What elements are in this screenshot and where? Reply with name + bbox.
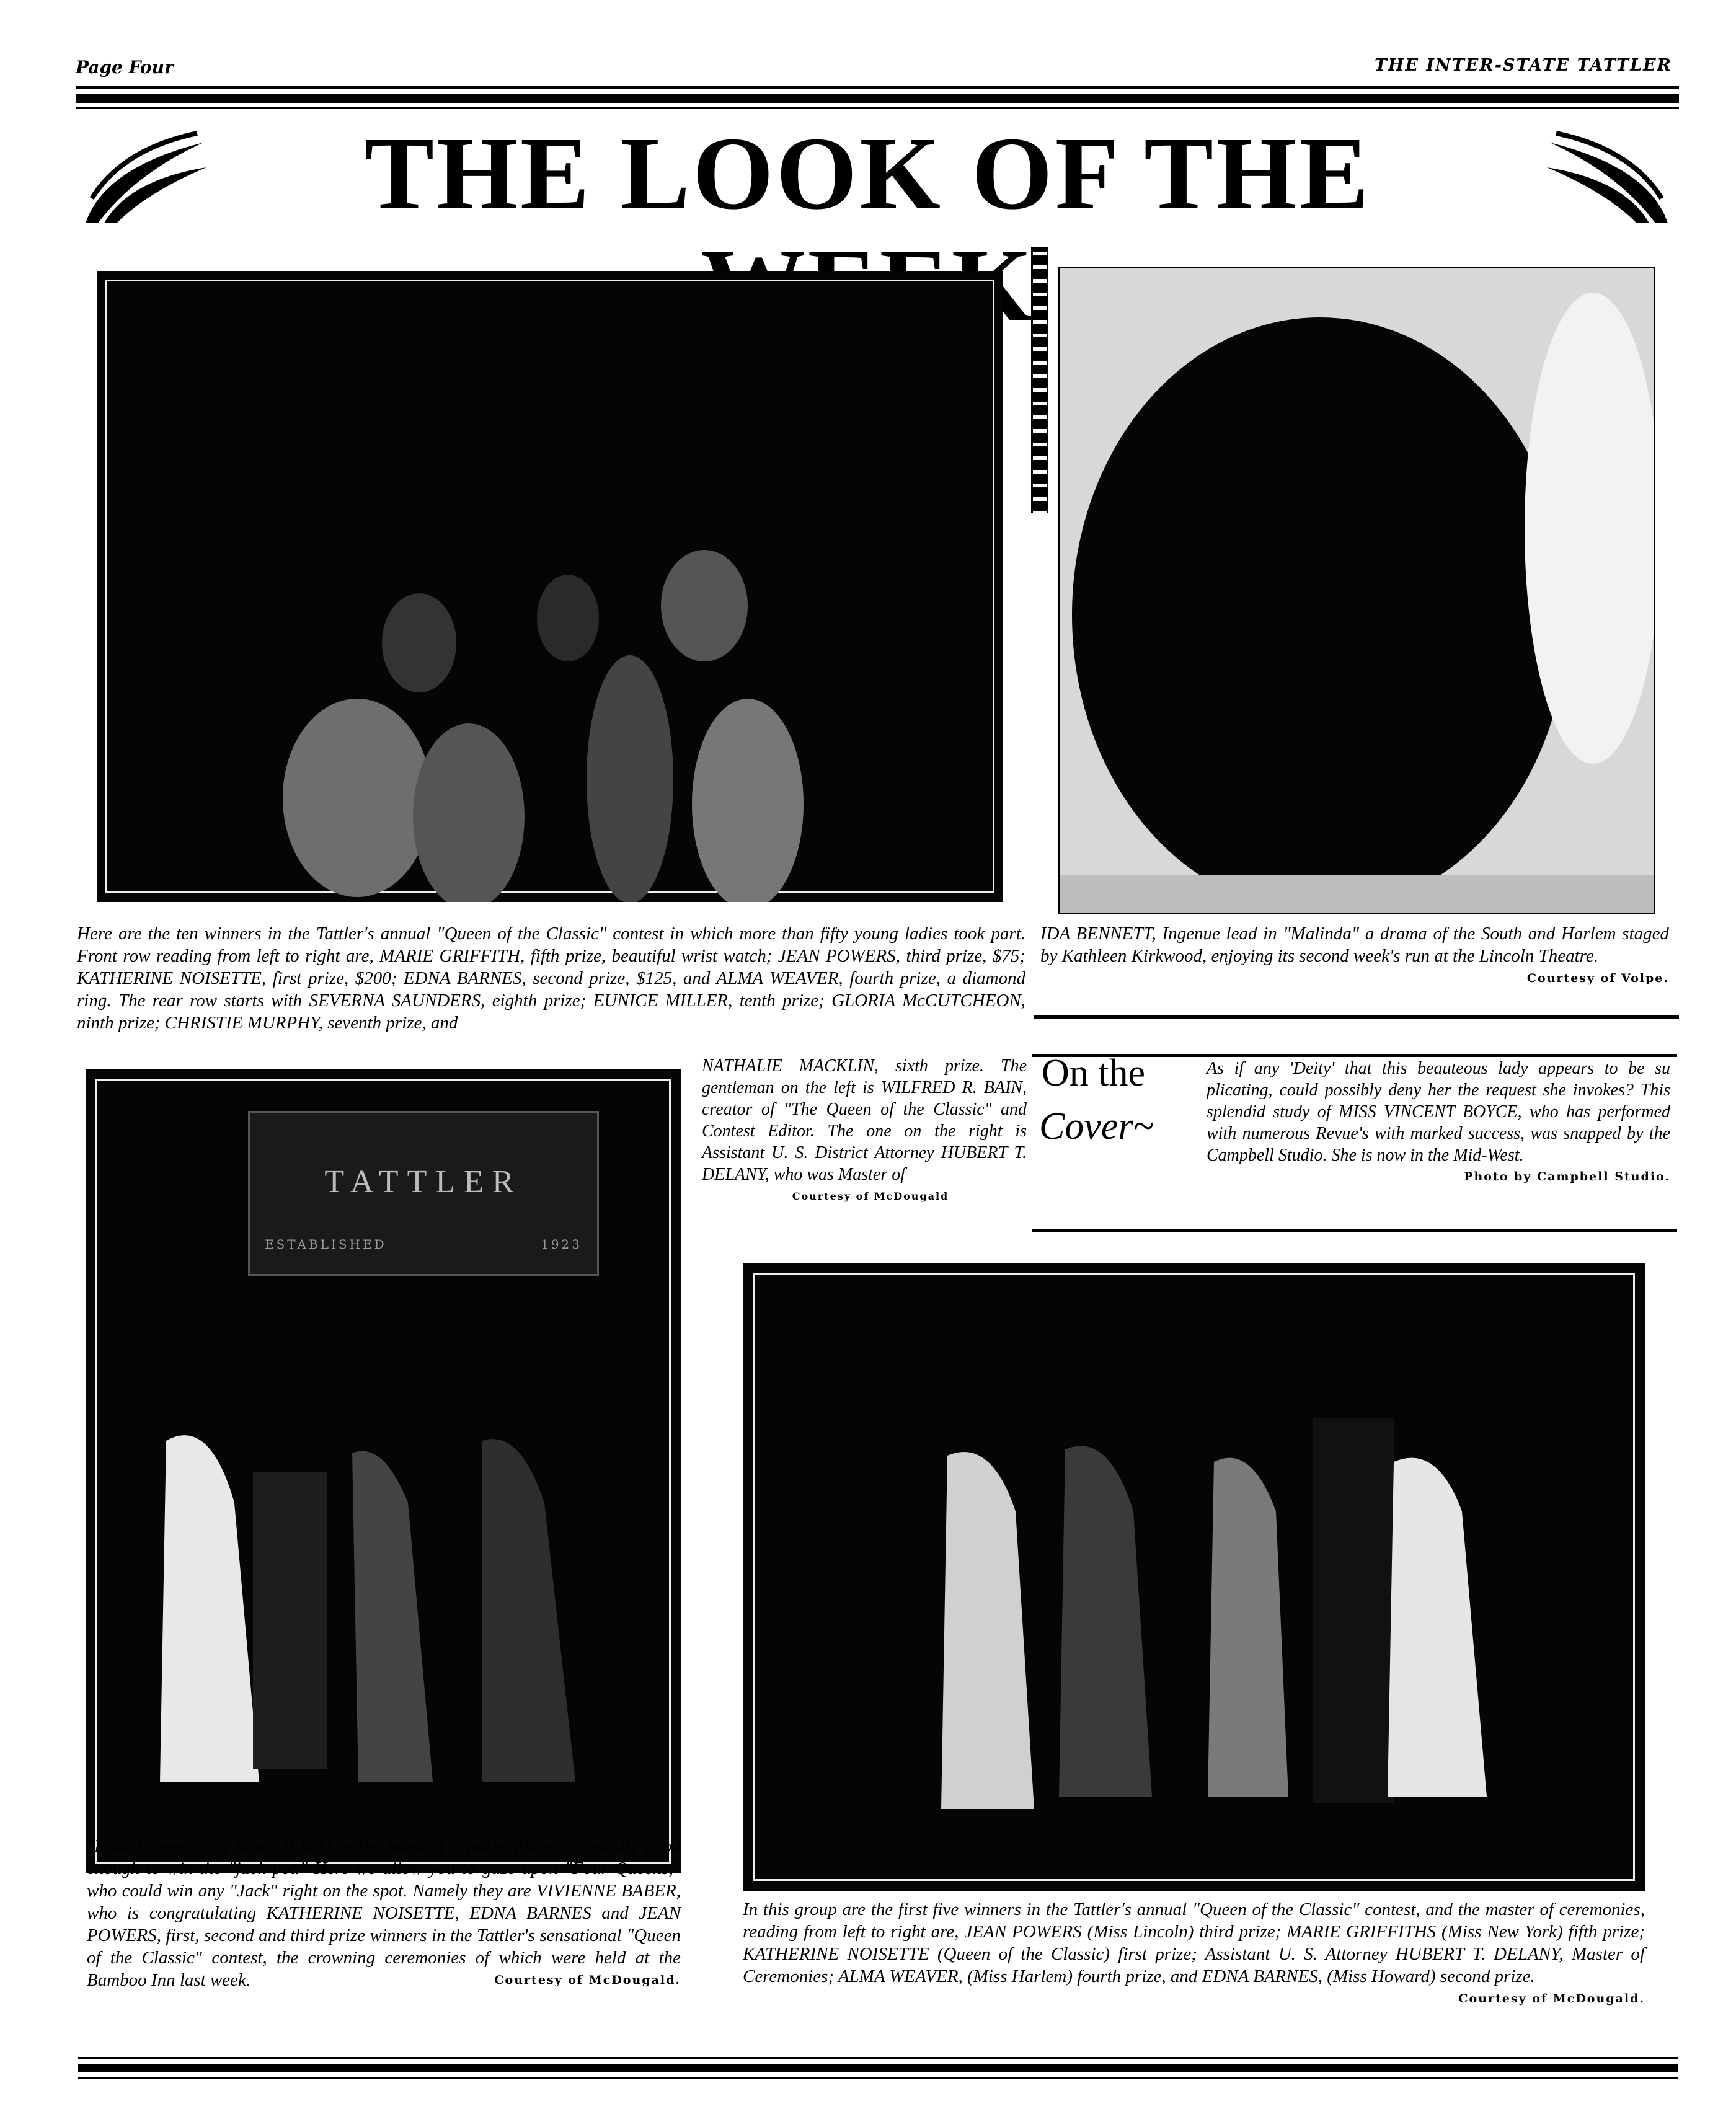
on-the-heading: On the	[1042, 1052, 1146, 1094]
page-title: THE LOOK OF THE	[365, 116, 1371, 231]
footer-rule-thick	[78, 2064, 1678, 2072]
caption-four-queens-text: "Four Queens in a Row," if held in the hand of a poker player is usually good enough to win the "jack pot." Here we allow you to gaze upon "Four Queens," who could win any "Jack" right on the spot. Namely they are VIVIENNE BABER, who is congratulating KATHERINE NOISETTE, EDNA BARNES and JEAN POWERS, first, second and third prize winners in the Tattler's sensational "Queen of the Classic" contest, the crowning ceremonies of which were held at the Bamboo Inn last week.	[87, 1836, 681, 1990]
caption-first-five-winners	[743, 1898, 1645, 2010]
caption-first-five-text: In this group are the first five winners in the Tattler's annual "Queen of the Classic" contest, and the master of ceremonies, reading from left to right are, JEAN POWERS (Miss Lincoln) third prize; MARIE GRIFFITHS (Miss New York) fifth prize; KATHERINE NOISETTE (Queen of the Classic) first prize; Assistant U. S. Attorney HUBERT T. DELANY, Master of Ceremonies; ALMA WEAVER, (Miss Harlem) fourth prize, and EDNA BARNES, (Miss Howard) second prize.	[743, 1900, 1645, 1986]
photo-four-queens	[86, 1069, 681, 1873]
credit-top-left: Courtesy of McDougald	[792, 1190, 949, 1202]
header-rule-top	[76, 86, 1679, 89]
paper-name: THE INTER-STATE TATTLER	[1374, 56, 1672, 75]
caption-four-queens	[87, 1835, 681, 1991]
sign-year: 1923	[541, 1237, 582, 1252]
caption-ida-bennett-text: IDA BENNETT, Ingenue lead in "Malinda" a drama of the South and Harlem staged by Kathleen Kirkwood, enjoying its second week's run at the Lincoln Theatre.	[1040, 924, 1669, 966]
credit-bottom-right: Courtesy of McDougald.	[1458, 1992, 1645, 2006]
footer-rule-bottom	[78, 2077, 1678, 2079]
sign-name: TATTLER	[324, 1164, 523, 1200]
footer-rule-top	[78, 2057, 1678, 2059]
cover-description-text: As if any 'Deity' that this beauteous lady appears to be su plicating, could possibly deny her the request she invokes? This splendid study of MISS VINCENT BOYCE, who has performed with numerous Revue's with marked success, was snapped by the Campbell Studio. She is now in the Mid-West.	[1207, 1059, 1670, 1165]
photo-ida-bennett	[1058, 267, 1655, 914]
right-flourish-icon	[1544, 130, 1674, 229]
photo-contest-winners	[97, 271, 1003, 902]
caption-contest-winners-continued	[702, 1055, 1027, 1207]
cover-heading: Cover~	[1039, 1105, 1154, 1148]
chain-divider	[1031, 247, 1048, 513]
caption-contest-winners: Here are the ten winners in the Tattler's annual "Queen of the Classic" contest in which more than fifty young ladies took part. Front row reading from left to right are, MARIE GRIFFITH, fifth prize, beautiful wrist watch; JEAN POWERS, third prize, $75; KATHERINE NOISETTE, first prize, $200; EDNA BARNES, second prize, $125, and ALMA WEAVER, fourth prize, a diamond ring. The rear row starts with SEVERNA SAUNDERS, eighth prize; EUNICE MILLER, tenth prize; GLORIA McCUTCHEON, ninth prize; CHRISTIE MURPHY, seventh prize, and	[77, 924, 1025, 1033]
page-label: Page Four	[76, 57, 174, 77]
sign-established: ESTABLISHED	[265, 1237, 387, 1252]
caption-ida-bennett	[1040, 922, 1669, 989]
caption-rule	[1034, 1015, 1679, 1019]
credit-volpe: Courtesy of Volpe.	[1526, 971, 1669, 985]
credit-bottom-left: Courtesy of McDougald.	[494, 1973, 681, 1987]
photo-first-five-winners	[743, 1263, 1645, 1891]
caption-continued-text: NATHALIE MACKLIN, sixth prize. The gentleman on the left is WILFRED R. BAIN, creator of "The Queen of the Classic" and Contest Editor. The one on the right is Assistant U. S. District Attorney HUBERT T. DELANY, who was Master of	[702, 1056, 1027, 1184]
credit-campbell: Photo by Campbell Studio.	[1464, 1170, 1670, 1183]
cover-description	[1207, 1058, 1670, 1188]
header-rule-bottom	[76, 107, 1679, 109]
header-rule-thick	[76, 94, 1679, 103]
